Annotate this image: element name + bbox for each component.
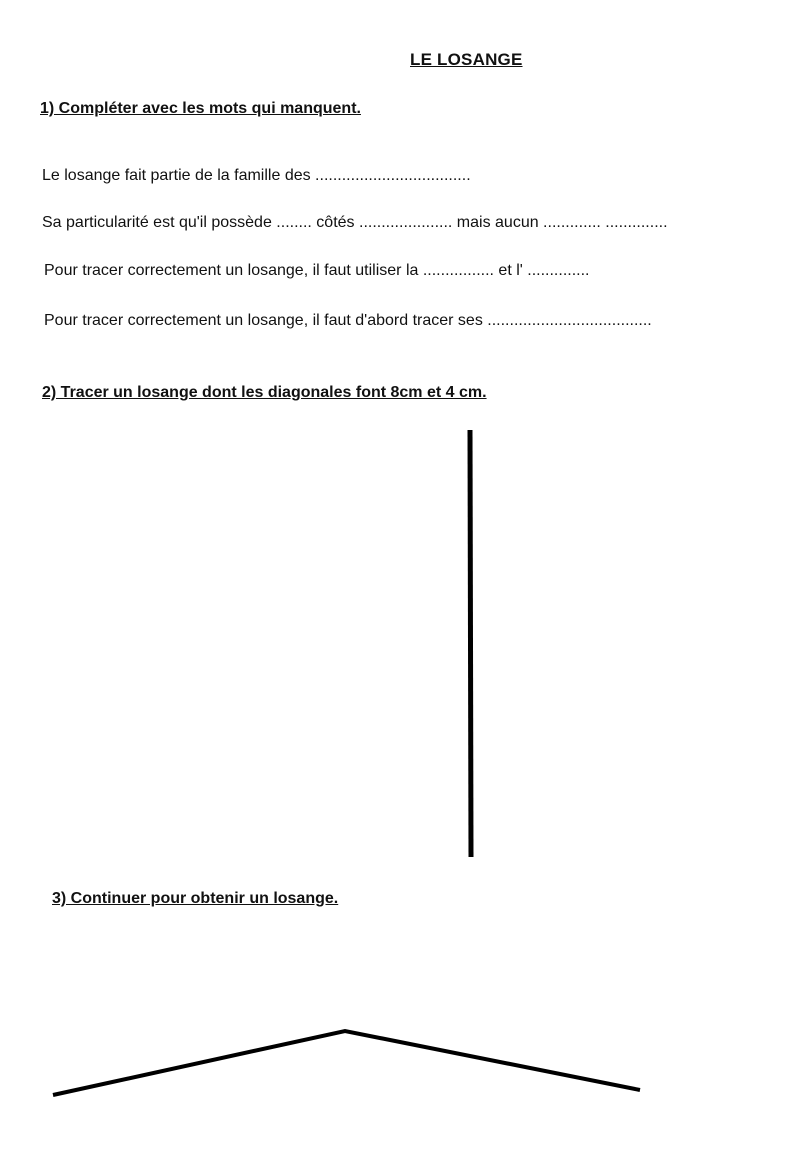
fill-in-line-2: Sa particularité est qu'il possède ........ côtés ..................... mais aucun ............. ..............	[42, 214, 668, 231]
section-1-heading: 1) Compléter avec les mots qui manquent.	[40, 100, 361, 117]
section-3-heading: 3) Continuer pour obtenir un losange.	[52, 890, 339, 907]
fill-in-line-4: Pour tracer correctement un losange, il faut d'abord tracer ses .....................................	[44, 312, 652, 329]
rhombus-partial-sides	[53, 1031, 640, 1095]
page-title: LE LOSANGE	[410, 50, 523, 69]
section-2-heading: 2) Tracer un losange dont les diagonales font 8cm et 4 cm.	[42, 384, 487, 401]
fill-in-line-1: Le losange fait partie de la famille des ...................................	[42, 167, 471, 184]
vertical-diagonal-segment	[470, 430, 471, 857]
fill-in-line-3: Pour tracer correctement un losange, il faut utiliser la ................ et l' ..............	[44, 262, 590, 279]
